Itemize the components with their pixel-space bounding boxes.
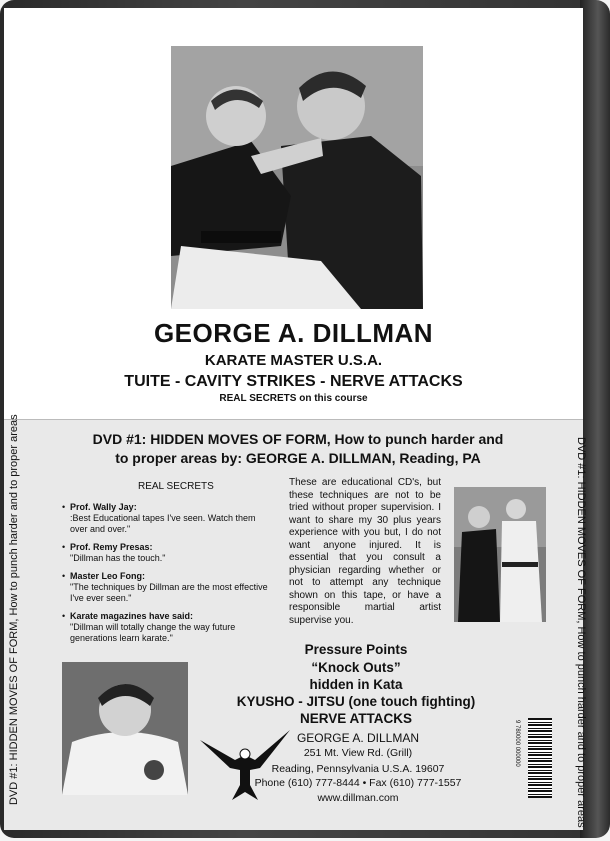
sparring-photo-image <box>454 487 546 622</box>
address-city: Reading, Pennsylvania U.S.A. 19607 <box>271 763 445 775</box>
portrait-photo <box>62 662 188 795</box>
quote-text: "Dillman has the touch." <box>70 553 166 563</box>
dvd-title <box>42 430 554 468</box>
master-title: KARATE MASTER U.S.A. <box>204 352 383 369</box>
promo-line-4: KYUSHO - JITSU (one touch fighting) <box>236 694 476 709</box>
promo-line-5: NERVE ATTACKS <box>299 711 412 726</box>
barcode <box>528 718 552 798</box>
promo-line-2: “Knock Outs” <box>311 660 401 675</box>
quote-text: "The techniques by Dillman are the most effective I've ever seen." <box>70 582 268 603</box>
secrets-heading: REAL SECRETS <box>138 481 214 492</box>
master-name: GEORGE A. DILLMAN <box>153 318 434 348</box>
promo-line-3: hidden in Kata <box>309 677 403 692</box>
main-photo-image <box>171 46 423 309</box>
address-web: www.dillman.com <box>317 792 399 804</box>
quote-author: • Karate magazines have said: <box>70 611 194 621</box>
dvd-title-line-1: DVD #1: HIDDEN MOVES OF FORM, How to punch harder and <box>92 431 504 447</box>
quote-author: • Prof. Wally Jay: <box>70 502 137 512</box>
spine-text-right: DVD #1: HIDDEN MOVES OF FORM, How to punch harder and to proper areas <box>575 437 587 828</box>
quote-author: • Master Leo Fong: <box>70 571 146 581</box>
quote-text: "Dillman will totally change the way future generations learn karate." <box>70 622 236 643</box>
quote-text: :Best Educational tapes I've seen. Watch them over and over." <box>70 513 256 534</box>
address-street: 251 Mt. View Rd. (Grill) <box>303 747 413 759</box>
safety-notice: These are educational CD's, but these techniques are not to be tried without proper supervision. I want to share my 30 plus years experience with you but, I do not want anyone injured. It is essential that you consult a physician regarding whether or not to attempt any technique shown on this tape, or have a responsible martial artist supervise you. <box>289 477 441 626</box>
quote-author: • Prof. Remy Presas: <box>70 542 153 552</box>
quote-item <box>62 502 274 535</box>
barcode-number: 9 780000 000000 <box>514 720 520 767</box>
address-phone: Phone (610) 777-8444 • Fax (610) 777-1557 <box>254 777 462 789</box>
quotes-list <box>62 502 274 651</box>
address-name: GEORGE A. DILLMAN <box>296 731 420 745</box>
quote-item <box>62 571 274 604</box>
sparring-photo <box>454 487 546 622</box>
dvd-title-line-2: to proper areas by: GEORGE A. DILLMAN, Reading, PA <box>115 450 481 466</box>
techniques-heading: TUITE - CAVITY STRIKES - NERVE ATTACKS <box>124 373 463 390</box>
real-secrets-line: REAL SECRETS on this course <box>219 393 368 404</box>
spine-text-left: DVD #1: HIDDEN MOVES OF FORM, How to punch harder and to proper areas <box>8 414 20 805</box>
panel-divider <box>4 419 583 420</box>
quote-item <box>62 542 274 564</box>
promo-line-1: Pressure Points <box>304 642 408 657</box>
quote-item <box>62 611 274 644</box>
main-photo <box>171 46 423 309</box>
portrait-photo-image <box>62 662 188 795</box>
